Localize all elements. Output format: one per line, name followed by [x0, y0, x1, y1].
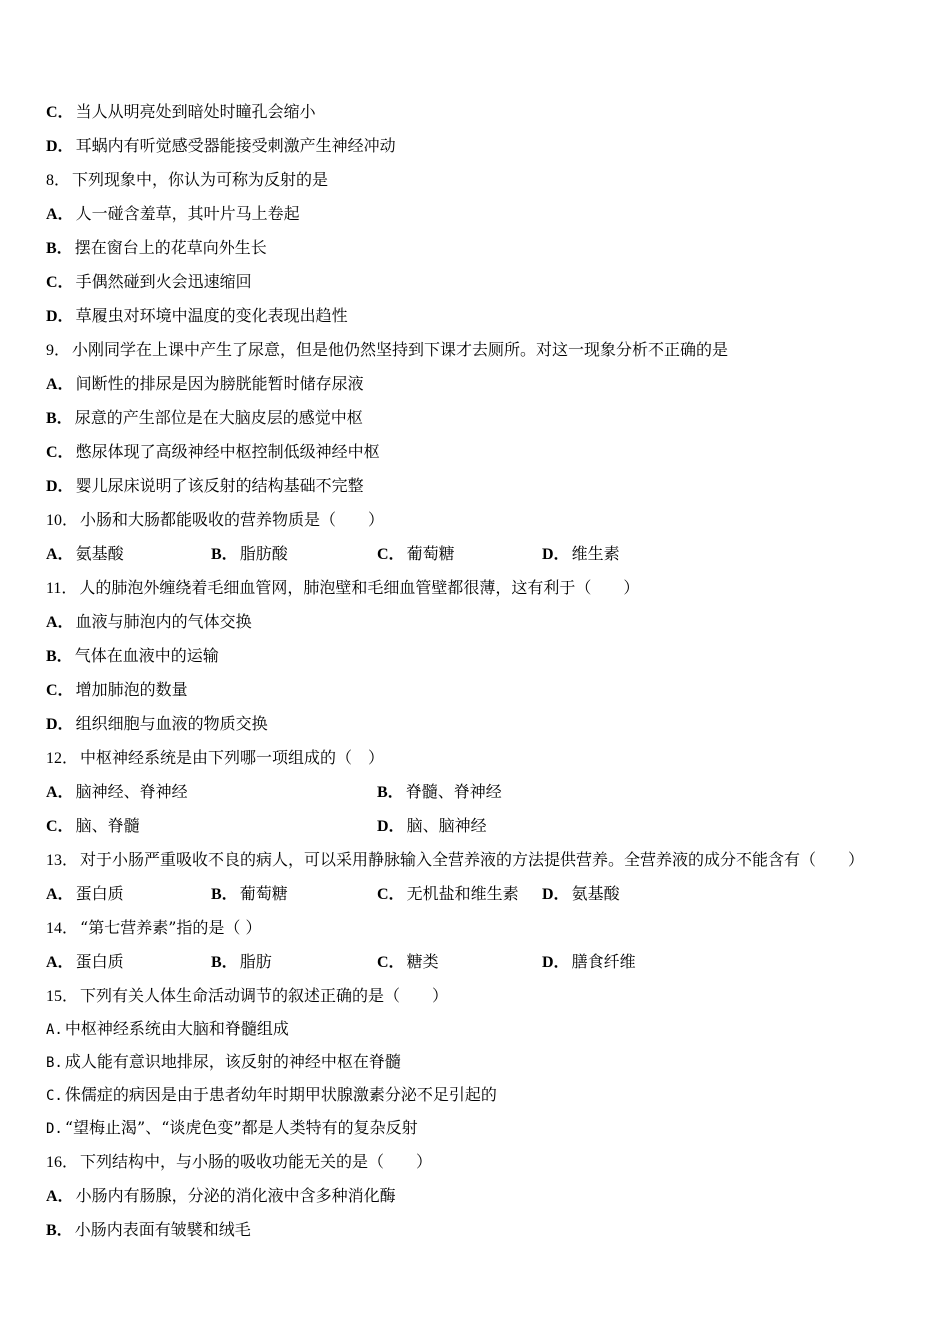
question-text: 下列现象中，你认为可称为反射的是 — [72, 170, 329, 189]
option-label: C． — [46, 444, 74, 461]
q13-option-d — [542, 884, 620, 905]
q14-option-a — [46, 952, 124, 973]
q11-option-a — [46, 612, 252, 633]
q7-option-d — [46, 136, 396, 157]
option-label: B． — [211, 886, 238, 903]
option-label: B． — [46, 240, 73, 257]
option-text: 膳食纤维 — [571, 952, 636, 971]
option-label: B． — [46, 648, 73, 665]
question-text: 对于小肠严重吸收不良的病人，可以采用静脉输入全营养液的方法提供营养。全营养液的成分不能含有（ ） — [80, 850, 865, 869]
option-label: D. — [46, 1121, 63, 1137]
q16-option-b — [46, 1220, 251, 1241]
option-label: A． — [46, 376, 74, 393]
option-label: D． — [542, 546, 570, 563]
q11-option-b — [46, 646, 219, 667]
option-label: A． — [46, 546, 74, 563]
option-text: 侏儒症的病因是由于患者幼年时期甲状腺激素分泌不足引起的 — [64, 1085, 497, 1104]
option-text: 脑神经、脊神经 — [75, 782, 188, 801]
option-text: 当人从明亮处到暗处时瞳孔会缩小 — [75, 102, 316, 121]
question-number: 10． — [46, 512, 79, 529]
option-text: 蛋白质 — [75, 952, 124, 971]
q16-stem — [46, 1152, 432, 1173]
option-text: 摆在窗台上的花草向外生长 — [74, 238, 267, 257]
q15-stem — [46, 986, 448, 1007]
option-text: 蛋白质 — [75, 884, 124, 903]
q10-stem — [46, 510, 384, 531]
q10-option-a — [46, 544, 124, 565]
option-label: C. — [46, 1088, 63, 1104]
option-text: 脑、脑神经 — [406, 816, 487, 835]
option-text: 葡萄糖 — [406, 544, 455, 563]
option-text: 脑、脊髓 — [75, 816, 140, 835]
option-label: A． — [46, 886, 74, 903]
option-text: 人一碰含羞草，其叶片马上卷起 — [75, 204, 300, 223]
option-text: 增加肺泡的数量 — [75, 680, 188, 699]
option-label: D． — [46, 716, 74, 733]
q9-option-b — [46, 408, 363, 429]
question-number: 13． — [46, 852, 79, 869]
q14-option-b — [211, 952, 272, 973]
q12-option-b — [377, 782, 502, 803]
question-text: 小肠和大肠都能吸收的营养物质是（ ） — [80, 510, 385, 529]
q13-stem — [46, 850, 864, 871]
q12-option-a — [46, 782, 188, 803]
option-label: A． — [46, 206, 74, 223]
q14-option-d — [542, 952, 636, 973]
q12-option-c — [46, 816, 140, 837]
q9-option-c — [46, 442, 380, 463]
question-text: “第七营养素”指的是（ ） — [80, 918, 262, 937]
option-label: A． — [46, 954, 74, 971]
question-number: 16． — [46, 1154, 79, 1171]
option-text: 间断性的排尿是因为膀胱能暂时储存尿液 — [75, 374, 364, 393]
q11-option-d — [46, 714, 268, 735]
option-text: 气体在血液中的运输 — [74, 646, 219, 665]
option-text: 小肠内有肠腺，分泌的消化液中含多种消化酶 — [75, 1186, 396, 1205]
q15-option-a — [46, 1019, 289, 1040]
option-text: 脊髓、脊神经 — [405, 782, 502, 801]
q12-option-d — [377, 816, 487, 837]
option-text: 血液与肺泡内的气体交换 — [75, 612, 252, 631]
option-label: C． — [46, 274, 74, 291]
option-label: A. — [46, 1022, 63, 1038]
q8-option-a — [46, 204, 300, 225]
option-text: 草履虫对环境中温度的变化表现出趋性 — [75, 306, 348, 325]
option-label: A． — [46, 784, 74, 801]
q15-option-c — [46, 1085, 497, 1106]
option-label: A． — [46, 1188, 74, 1205]
question-number: 11． — [46, 580, 78, 597]
question-number: 14． — [46, 920, 79, 937]
option-label: D． — [46, 138, 74, 155]
option-label: C． — [46, 682, 74, 699]
option-text: 婴儿尿床说明了该反射的结构基础不完整 — [75, 476, 364, 495]
option-label: D． — [542, 886, 570, 903]
q13-option-b — [211, 884, 288, 905]
option-text: 手偶然碰到火会迅速缩回 — [75, 272, 252, 291]
option-text: 尿意的产生部位是在大脑皮层的感觉中枢 — [74, 408, 363, 427]
option-label: C． — [377, 546, 405, 563]
option-text: 耳蜗内有听觉感受器能接受刺激产生神经冲动 — [75, 136, 396, 155]
q11-stem — [46, 578, 639, 599]
option-text: 氨基酸 — [75, 544, 124, 563]
question-text: 下列有关人体生命活动调节的叙述正确的是（ ） — [80, 986, 449, 1005]
option-text: 葡萄糖 — [239, 884, 288, 903]
option-text: 中枢神经系统由大脑和脊髓组成 — [64, 1019, 289, 1038]
q10-option-b — [211, 544, 288, 565]
option-label: B． — [211, 546, 238, 563]
option-label: D． — [46, 478, 74, 495]
option-label: B． — [46, 1222, 73, 1239]
q11-option-c — [46, 680, 188, 701]
option-label: D． — [377, 818, 405, 835]
q9-option-a — [46, 374, 364, 395]
option-label: C． — [46, 104, 74, 121]
question-number: 15． — [46, 988, 79, 1005]
option-text: 成人能有意识地排尿，该反射的神经中枢在脊髓 — [64, 1052, 401, 1071]
question-number: 12． — [46, 750, 79, 767]
q16-option-a — [46, 1186, 396, 1207]
question-text: 小刚同学在上课中产生了尿意，但是他仍然坚持到下课才去厕所。对这一现象分析不正确的是 — [72, 340, 729, 359]
option-text: 无机盐和维生素 — [406, 884, 519, 903]
q8-option-c — [46, 272, 252, 293]
question-text: 人的肺泡外缠绕着毛细血管网，肺泡壁和毛细血管壁都很薄，这有利于（ ） — [79, 578, 640, 597]
q8-option-d — [46, 306, 348, 327]
option-text: 脂肪 — [239, 952, 272, 971]
option-label: D． — [542, 954, 570, 971]
q14-option-c — [377, 952, 439, 973]
q15-option-d — [46, 1118, 418, 1139]
option-label: B. — [46, 1055, 63, 1071]
option-label: B． — [377, 784, 404, 801]
q9-stem — [46, 340, 728, 361]
q12-stem — [46, 748, 384, 769]
option-text: 糖类 — [406, 952, 439, 971]
option-text: 维生素 — [571, 544, 620, 563]
q14-stem — [46, 918, 261, 939]
option-label: C． — [377, 886, 405, 903]
q13-option-a — [46, 884, 124, 905]
q15-option-b — [46, 1052, 401, 1073]
option-text: 组织细胞与血液的物质交换 — [75, 714, 268, 733]
option-text: 脂肪酸 — [239, 544, 288, 563]
option-label: B． — [46, 410, 73, 427]
option-text: “望梅止渴”、“谈虎色变”都是人类特有的复杂反射 — [64, 1118, 418, 1137]
option-text: 氨基酸 — [571, 884, 620, 903]
q7-option-c — [46, 102, 316, 123]
question-number: 8． — [46, 172, 71, 189]
q13-option-c — [377, 884, 519, 905]
question-text: 下列结构中，与小肠的吸收功能无关的是（ ） — [80, 1152, 433, 1171]
q9-option-d — [46, 476, 364, 497]
option-label: C． — [377, 954, 405, 971]
option-label: D． — [46, 308, 74, 325]
option-label: C． — [46, 818, 74, 835]
question-text: 中枢神经系统是由下列哪一项组成的（ ） — [80, 748, 385, 767]
option-label: A． — [46, 614, 74, 631]
q8-option-b — [46, 238, 267, 259]
q8-stem — [46, 170, 328, 191]
question-number: 9． — [46, 342, 71, 359]
option-label: B． — [211, 954, 238, 971]
q10-option-d — [542, 544, 620, 565]
q10-option-c — [377, 544, 455, 565]
option-text: 小肠内表面有皱襞和绒毛 — [74, 1220, 251, 1239]
option-text: 憋尿体现了高级神经中枢控制低级神经中枢 — [75, 442, 380, 461]
